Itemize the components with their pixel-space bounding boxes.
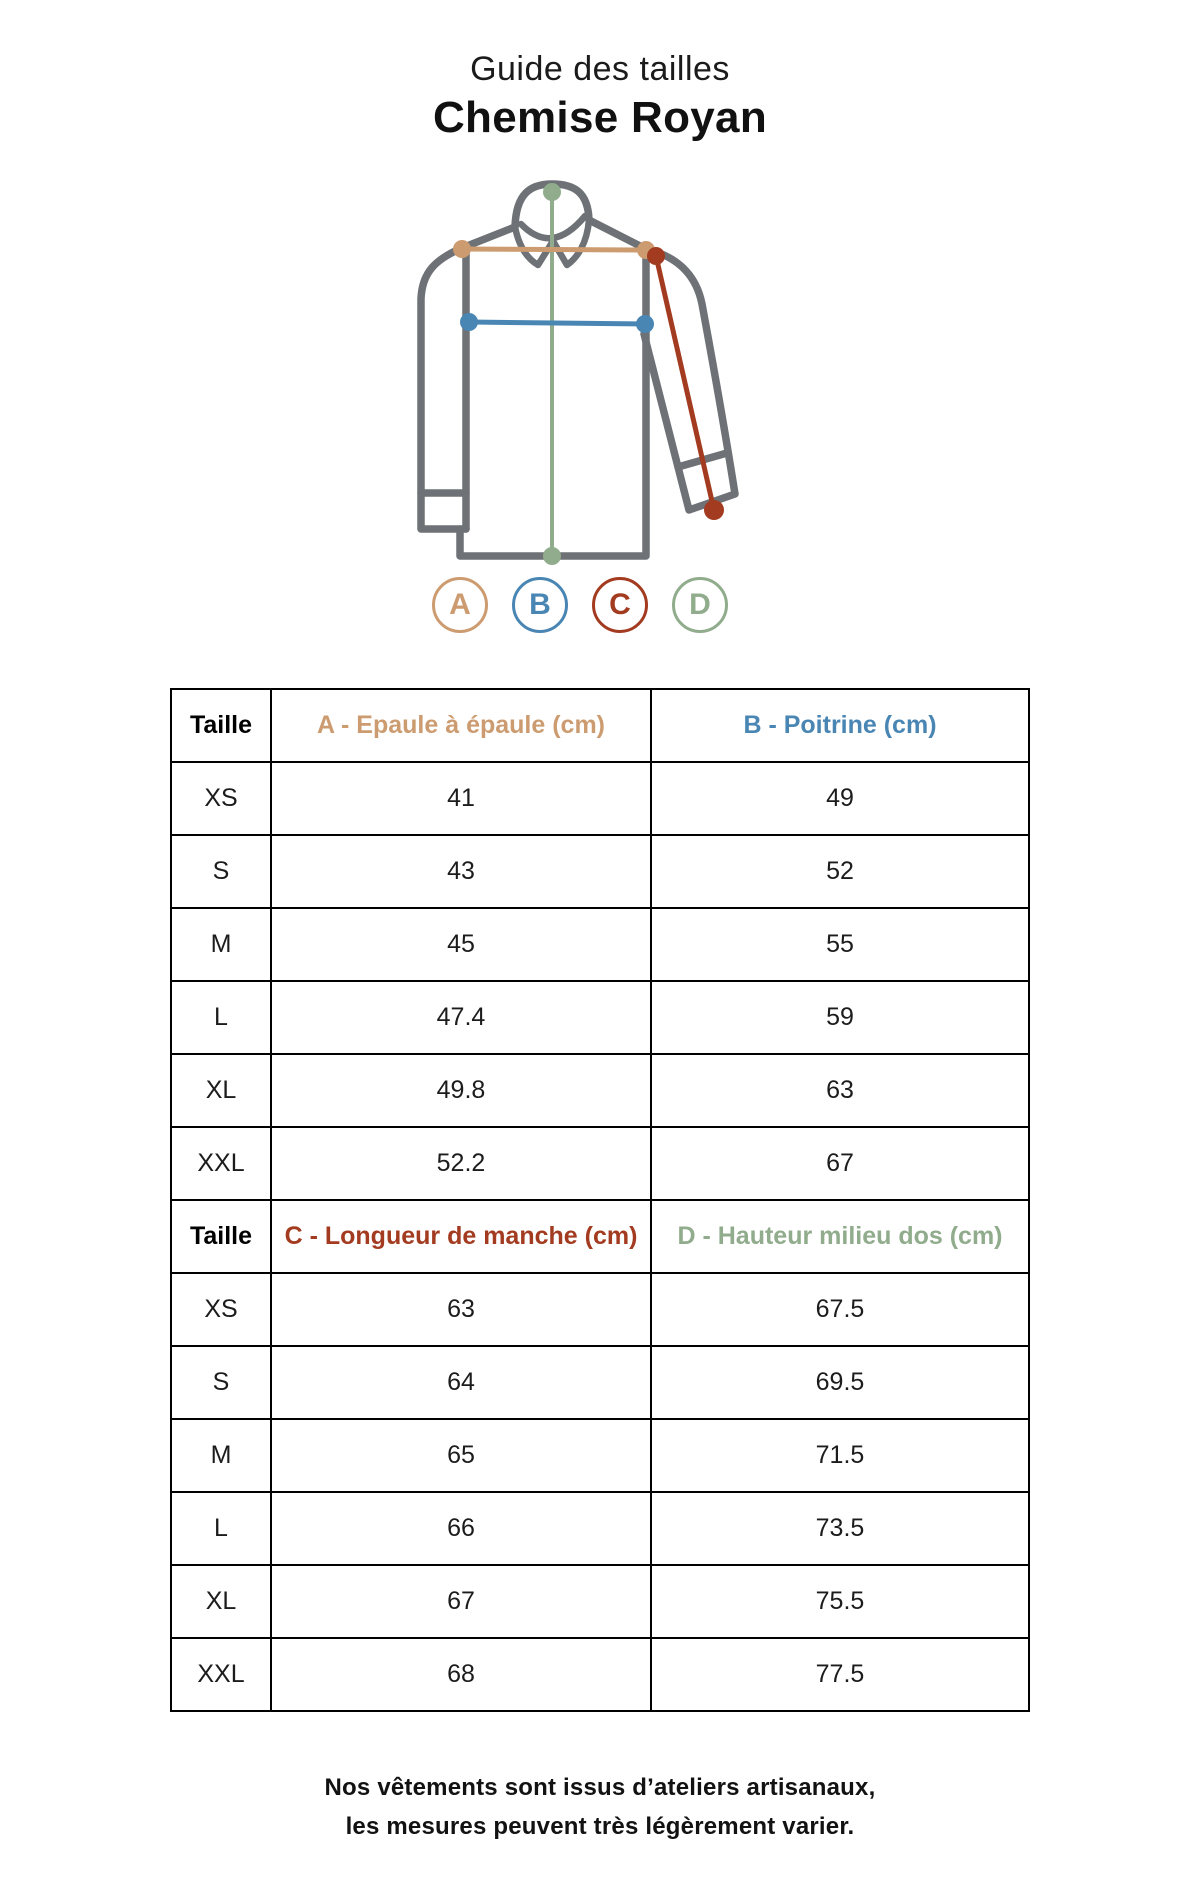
header-poitrine: B - Poitrine (cm): [651, 689, 1029, 762]
header-manche: C - Longueur de manche (cm): [271, 1200, 651, 1273]
cell-value: 55: [651, 908, 1029, 981]
cell-value: 59: [651, 981, 1029, 1054]
page-subtitle: Guide des tailles: [470, 50, 730, 88]
table-row: [171, 835, 1029, 908]
cell-value: 66: [271, 1492, 651, 1565]
cell-value: 63: [271, 1273, 651, 1346]
cell-value: 77.5: [651, 1638, 1029, 1711]
cell-value: 52.2: [271, 1127, 651, 1200]
cell-value: 68: [271, 1638, 651, 1711]
cell-size: XS: [171, 762, 271, 835]
table-row: [171, 1054, 1029, 1127]
header-epaule: A - Epaule à épaule (cm): [271, 689, 651, 762]
size-table: [170, 688, 1030, 1712]
shirt-right-sleeve: [589, 220, 735, 510]
table-row: [171, 1638, 1029, 1711]
header-dos: D - Hauteur milieu dos (cm): [651, 1200, 1029, 1273]
footer-note: [0, 1768, 1200, 1846]
cell-size: S: [171, 835, 271, 908]
cell-value: 65: [271, 1419, 651, 1492]
table-row: [171, 981, 1029, 1054]
cell-value: 73.5: [651, 1492, 1029, 1565]
table-row: [171, 1273, 1029, 1346]
cell-value: 52: [651, 835, 1029, 908]
shirt-measurement-diagram: [0, 152, 1200, 572]
cell-value: 67.5: [651, 1273, 1029, 1346]
footer-note-line1: Nos vêtements sont issus d’ateliers artisanaux,: [324, 1774, 876, 1801]
shirt-outline: [421, 184, 735, 556]
cell-size: XXL: [171, 1127, 271, 1200]
table-row: [171, 908, 1029, 981]
cell-size: XS: [171, 1273, 271, 1346]
cell-value: 41: [271, 762, 651, 835]
shirt-diagram-svg: [378, 152, 778, 572]
table-row: [171, 1127, 1029, 1200]
legend-badge-b: B: [512, 577, 568, 633]
cell-value: 63: [651, 1054, 1029, 1127]
cell-value: 64: [271, 1346, 651, 1419]
cell-value: 71.5: [651, 1419, 1029, 1492]
table-row: [171, 1492, 1029, 1565]
cell-value: 67: [271, 1565, 651, 1638]
header-taille: Taille: [171, 1200, 271, 1273]
cell-size: M: [171, 1419, 271, 1492]
cell-value: 75.5: [651, 1565, 1029, 1638]
cell-size: XXL: [171, 1638, 271, 1711]
table-header-row: [171, 689, 1029, 762]
cell-size: XL: [171, 1565, 271, 1638]
page-title: Chemise Royan: [432, 93, 767, 142]
cell-value: 49.8: [271, 1054, 651, 1127]
footer-note-line2: les mesures peuvent très légèrement varier.: [345, 1813, 855, 1840]
header-taille: Taille: [171, 689, 271, 762]
cell-value: 67: [651, 1127, 1029, 1200]
cell-size: XL: [171, 1054, 271, 1127]
cell-size: M: [171, 908, 271, 981]
cell-value: 47.4: [271, 981, 651, 1054]
measure-line-b: [460, 313, 654, 333]
cell-value: 69.5: [651, 1346, 1029, 1419]
table-row: [171, 1346, 1029, 1419]
table-row: [171, 762, 1029, 835]
legend-badge-a: A: [432, 577, 488, 633]
table-row: [171, 1419, 1029, 1492]
cell-size: S: [171, 1346, 271, 1419]
legend-badge-c: C: [592, 577, 648, 633]
cell-size: L: [171, 1492, 271, 1565]
table-row: [171, 1565, 1029, 1638]
table-header-row: [171, 1200, 1029, 1273]
cell-value: 45: [271, 908, 651, 981]
measure-legend: [432, 576, 1200, 634]
cell-value: 49: [651, 762, 1029, 835]
cell-size: L: [171, 981, 271, 1054]
cell-value: 43: [271, 835, 651, 908]
legend-badge-d: D: [672, 577, 728, 633]
